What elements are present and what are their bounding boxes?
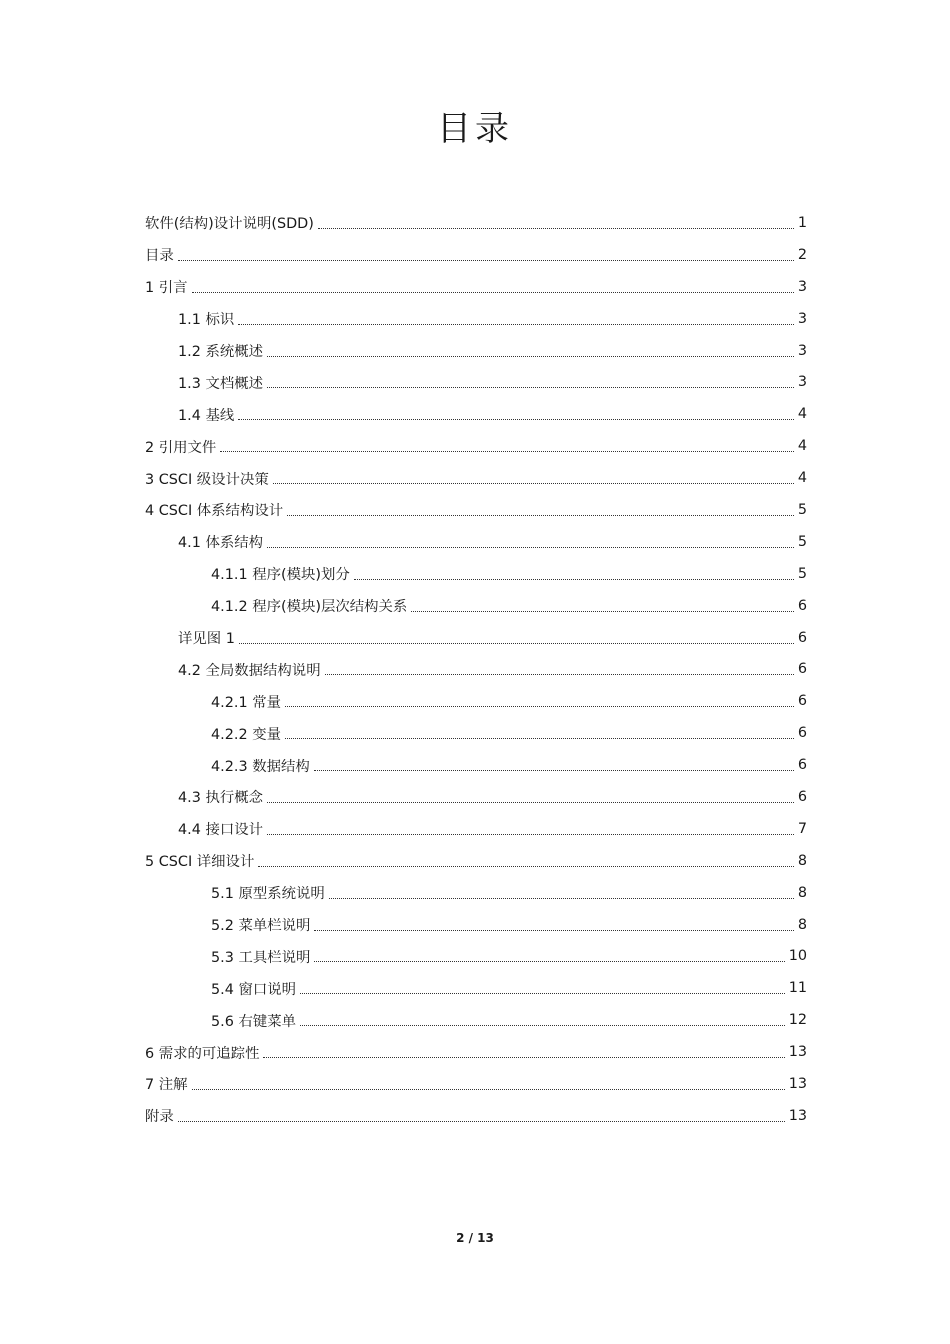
toc-dot-leader xyxy=(287,514,794,516)
toc-entry-label[interactable]: 软件(结构)设计说明(SDD) xyxy=(145,216,314,233)
toc-entry-label[interactable]: 4.2.2 变量 xyxy=(211,726,281,743)
toc-entry[interactable] xyxy=(145,494,807,526)
toc-dot-leader xyxy=(238,323,794,325)
toc-entry[interactable] xyxy=(145,398,807,430)
toc-entry[interactable] xyxy=(145,366,807,398)
toc-entry-label[interactable]: 4.1.1 程序(模块)划分 xyxy=(211,567,350,584)
toc-entry-label[interactable]: 3 CSCI 级设计决策 xyxy=(145,471,269,488)
toc-entry-page-number[interactable]: 4 xyxy=(797,470,807,487)
table-of-contents xyxy=(145,207,807,1132)
toc-entry[interactable] xyxy=(145,877,807,909)
toc-entry-page-number[interactable]: 6 xyxy=(797,597,807,614)
toc-entry-label[interactable]: 6 需求的可追踪性 xyxy=(145,1045,260,1062)
toc-entry-page-number[interactable]: 8 xyxy=(797,852,807,869)
toc-entry-label[interactable]: 4.2.1 常量 xyxy=(211,694,281,711)
page-title: 目录 xyxy=(437,109,513,149)
toc-entry-page-number[interactable]: 13 xyxy=(788,1107,807,1124)
toc-entry-page-number[interactable]: 12 xyxy=(788,1012,807,1029)
toc-dot-leader xyxy=(192,291,794,293)
toc-entry-label[interactable]: 4.2.3 数据结构 xyxy=(211,758,310,775)
toc-entry-page-number[interactable]: 6 xyxy=(797,757,807,774)
toc-entry-label[interactable]: 5 CSCI 详细设计 xyxy=(145,854,255,871)
toc-entry[interactable] xyxy=(145,813,807,845)
toc-entry-label[interactable]: 4.1 体系结构 xyxy=(178,535,264,552)
toc-entry-page-number[interactable]: 3 xyxy=(797,374,807,391)
toc-entry[interactable] xyxy=(145,972,807,1004)
toc-entry-label[interactable]: 2 引用文件 xyxy=(145,439,217,456)
toc-entry-page-number[interactable]: 4 xyxy=(797,438,807,455)
toc-entry-page-number[interactable]: 10 xyxy=(788,948,807,965)
toc-entry-label[interactable]: 目录 xyxy=(145,248,174,265)
toc-entry[interactable] xyxy=(145,430,807,462)
toc-entry[interactable] xyxy=(145,1068,807,1100)
toc-dot-leader xyxy=(267,355,794,357)
toc-entry[interactable] xyxy=(145,526,807,558)
toc-dot-leader xyxy=(239,642,794,644)
toc-entry-page-number[interactable]: 6 xyxy=(797,725,807,742)
toc-dot-leader xyxy=(354,578,794,580)
toc-entry-label[interactable]: 1 引言 xyxy=(145,280,188,297)
toc-entry-label[interactable]: 1.3 文档概述 xyxy=(178,375,264,392)
toc-dot-leader xyxy=(238,418,794,420)
toc-entry-page-number[interactable]: 2 xyxy=(797,246,807,263)
toc-dot-leader xyxy=(285,705,794,707)
toc-entry-page-number[interactable]: 8 xyxy=(797,916,807,933)
toc-entry-page-number[interactable]: 11 xyxy=(788,980,807,997)
toc-entry[interactable] xyxy=(145,462,807,494)
toc-entry-label[interactable]: 4.3 执行概念 xyxy=(178,790,264,807)
toc-entry[interactable] xyxy=(145,909,807,941)
toc-entry-page-number[interactable]: 13 xyxy=(788,1044,807,1061)
toc-dot-leader xyxy=(300,1024,785,1026)
toc-entry-label[interactable]: 4 CSCI 体系结构设计 xyxy=(145,503,284,520)
toc-dot-leader xyxy=(267,546,794,548)
toc-dot-leader xyxy=(318,227,794,229)
toc-entry-label[interactable]: 附录 xyxy=(145,1109,174,1126)
toc-entry-label[interactable]: 7 注解 xyxy=(145,1077,188,1094)
toc-dot-leader xyxy=(325,673,794,675)
toc-entry-label[interactable]: 5.3 工具栏说明 xyxy=(211,949,311,966)
toc-entry-label[interactable]: 详见图 1 xyxy=(178,631,235,648)
toc-entry-label[interactable]: 5.2 菜单栏说明 xyxy=(211,918,311,935)
page-number-footer: 2 / 13 xyxy=(456,1231,494,1245)
toc-dot-leader xyxy=(314,960,784,962)
toc-entry[interactable] xyxy=(145,781,807,813)
toc-entry-page-number[interactable]: 6 xyxy=(797,693,807,710)
toc-entry-page-number[interactable]: 6 xyxy=(797,788,807,805)
toc-entry[interactable] xyxy=(145,685,807,717)
toc-entry-label[interactable]: 1.2 系统概述 xyxy=(178,344,264,360)
toc-dot-leader xyxy=(178,1120,785,1122)
toc-dot-leader xyxy=(192,1088,785,1090)
toc-entry[interactable] xyxy=(145,558,807,590)
toc-dot-leader xyxy=(314,929,793,931)
toc-dot-leader xyxy=(314,769,794,771)
toc-entry-label[interactable]: 1.4 基线 xyxy=(178,407,235,424)
toc-entry[interactable] xyxy=(145,207,807,239)
toc-entry-page-number[interactable]: 3 xyxy=(797,278,807,295)
toc-dot-leader xyxy=(267,386,794,388)
toc-entry-page-number[interactable]: 1 xyxy=(797,214,807,231)
toc-entry[interactable] xyxy=(145,335,807,367)
toc-entry-label[interactable]: 4.2 全局数据结构说明 xyxy=(178,662,321,679)
toc-entry-label[interactable]: 5.6 右键菜单 xyxy=(211,1013,297,1030)
toc-dot-leader xyxy=(267,801,794,803)
toc-entry[interactable] xyxy=(145,1004,807,1036)
toc-entry[interactable] xyxy=(145,653,807,685)
toc-dot-leader xyxy=(263,1056,784,1058)
toc-entry-page-number[interactable]: 5 xyxy=(797,501,807,518)
toc-entry[interactable] xyxy=(145,622,807,654)
toc-entry[interactable] xyxy=(145,1100,807,1132)
toc-entry[interactable] xyxy=(145,590,807,622)
toc-entry-label[interactable]: 4.4 接口设计 xyxy=(178,822,264,839)
toc-entry[interactable] xyxy=(145,940,807,972)
toc-entry-page-number[interactable]: 7 xyxy=(797,820,807,837)
toc-entry-label[interactable]: 5.4 窗口说明 xyxy=(211,981,297,998)
toc-dot-leader xyxy=(285,737,794,739)
toc-entry[interactable] xyxy=(145,845,807,877)
toc-dot-leader xyxy=(267,833,794,835)
toc-entry[interactable] xyxy=(145,303,807,335)
toc-entry-label[interactable]: 1.1 标识 xyxy=(178,312,235,329)
toc-dot-leader xyxy=(258,865,794,867)
toc-entry-page-number[interactable]: 6 xyxy=(797,629,807,646)
toc-entry-label[interactable]: 5.1 原型系统说明 xyxy=(211,886,325,903)
toc-dot-leader xyxy=(220,450,794,452)
toc-dot-leader xyxy=(273,482,794,484)
toc-entry-page-number[interactable]: 5 xyxy=(797,565,807,582)
toc-dot-leader xyxy=(329,897,794,899)
toc-entry[interactable] xyxy=(145,749,807,781)
toc-entry[interactable] xyxy=(145,271,807,303)
toc-dot-leader xyxy=(300,992,785,994)
toc-entry-page-number[interactable]: 8 xyxy=(797,884,807,901)
toc-entry-page-number[interactable]: 13 xyxy=(788,1075,807,1092)
toc-entry[interactable] xyxy=(145,239,807,271)
toc-dot-leader xyxy=(178,259,794,261)
toc-entry-page-number[interactable]: 4 xyxy=(797,406,807,423)
toc-entry-page-number[interactable]: 3 xyxy=(797,342,807,359)
toc-dot-leader xyxy=(411,610,794,612)
toc-entry-page-number[interactable]: 5 xyxy=(797,533,807,550)
toc-entry[interactable] xyxy=(145,1036,807,1068)
toc-entry[interactable] xyxy=(145,717,807,749)
toc-entry-label[interactable]: 4.1.2 程序(模块)层次结构关系 xyxy=(211,599,408,616)
toc-entry-page-number[interactable]: 6 xyxy=(797,661,807,678)
toc-entry-page-number[interactable]: 3 xyxy=(797,310,807,327)
